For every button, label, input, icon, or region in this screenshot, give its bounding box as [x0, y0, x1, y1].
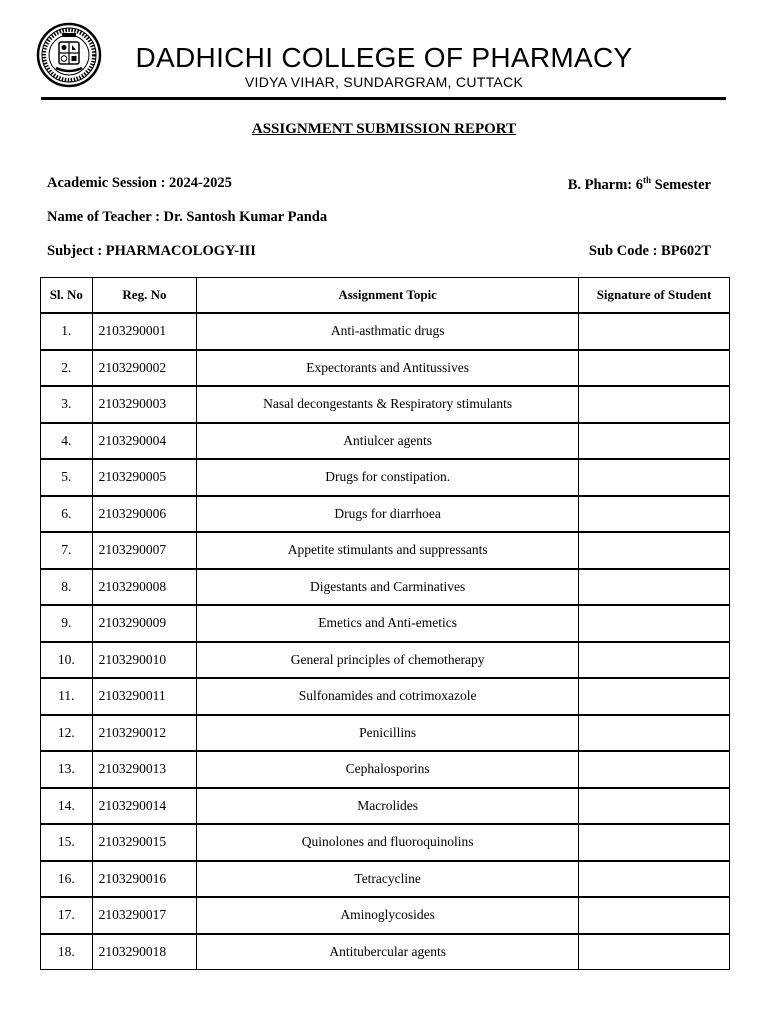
topic-cell: Emetics and Anti-emetics	[197, 605, 579, 642]
signature-cell[interactable]	[579, 861, 730, 898]
college-seal-logo	[36, 22, 102, 88]
signature-cell[interactable]	[579, 313, 730, 350]
header-assignment-topic: Assignment Topic	[197, 278, 579, 314]
sl-no-cell: 10.	[41, 642, 93, 679]
table-row	[41, 605, 730, 642]
sl-no-cell: 6.	[41, 496, 93, 533]
reg-no-cell: 2103290003	[92, 386, 197, 423]
reg-no-cell: 2103290016	[92, 861, 197, 898]
reg-no-cell: 2103290006	[92, 496, 197, 533]
signature-cell[interactable]	[579, 934, 730, 970]
topic-cell: Drugs for constipation.	[197, 459, 579, 496]
sl-no-cell: 14.	[41, 788, 93, 825]
table-row	[41, 751, 730, 788]
academic-session: Academic Session : 2024-2025	[47, 175, 232, 191]
reg-no-cell: 2103290013	[92, 751, 197, 788]
subject-code: Sub Code : BP602T	[588, 243, 711, 259]
signature-cell[interactable]	[579, 532, 730, 569]
table-row	[41, 459, 730, 496]
semester-prefix: B. Pharm: 6	[567, 176, 643, 193]
sl-no-cell: 4.	[41, 423, 93, 460]
topic-cell: Digestants and Carminatives	[197, 569, 579, 606]
signature-cell[interactable]	[579, 642, 730, 679]
table-row	[41, 715, 730, 752]
topic-cell: Tetracycline	[197, 861, 579, 898]
report-title	[0, 121, 768, 138]
reg-no-cell: 2103290011	[92, 678, 197, 715]
signature-cell[interactable]	[579, 459, 730, 496]
semester-suffix: Semester	[651, 176, 711, 193]
reg-no-cell: 2103290004	[92, 423, 197, 460]
sl-no-cell: 2.	[41, 350, 93, 387]
sl-no-cell: 16.	[41, 861, 93, 898]
sl-no-cell: 8.	[41, 569, 93, 606]
reg-no-cell: 2103290012	[92, 715, 197, 752]
reg-no-cell: 2103290001	[92, 313, 197, 350]
teacher-name: Name of Teacher : Dr. Santosh Kumar Panda	[47, 209, 328, 225]
sl-no-cell: 3.	[41, 386, 93, 423]
table-row	[41, 569, 730, 606]
table-body	[41, 313, 730, 970]
topic-cell: Quinolones and fluoroquinolins	[197, 824, 579, 861]
reg-no-cell: 2103290014	[92, 788, 197, 825]
topic-cell: Sulfonamides and cotrimoxazole	[197, 678, 579, 715]
signature-cell[interactable]	[579, 350, 730, 387]
reg-no-cell: 2103290018	[92, 934, 197, 970]
table-row	[41, 861, 730, 898]
header-reg-no: Reg. No	[92, 278, 197, 314]
sl-no-cell: 11.	[41, 678, 93, 715]
signature-cell[interactable]	[579, 897, 730, 934]
signature-cell[interactable]	[579, 788, 730, 825]
header-signature: Signature of Student	[579, 278, 730, 314]
table-row	[41, 642, 730, 679]
signature-cell[interactable]	[579, 678, 730, 715]
semester-info	[568, 175, 711, 194]
reg-no-cell: 2103290010	[92, 642, 197, 679]
college-name: DADHICHI COLLEGE OF PHARMACY	[135, 42, 633, 73]
signature-cell[interactable]	[579, 824, 730, 861]
header-sl-no: Sl. No	[41, 278, 93, 314]
table-header-row	[41, 278, 730, 314]
table-row	[41, 423, 730, 460]
signature-cell[interactable]	[579, 605, 730, 642]
table-row	[41, 788, 730, 825]
reg-no-cell: 2103290005	[92, 459, 197, 496]
topic-cell: Antiulcer agents	[197, 423, 579, 460]
reg-no-cell: 2103290009	[92, 605, 197, 642]
table-row	[41, 824, 730, 861]
topic-cell: Aminoglycosides	[197, 897, 579, 934]
sl-no-cell: 18.	[41, 934, 93, 970]
sl-no-cell: 15.	[41, 824, 93, 861]
signature-cell[interactable]	[579, 496, 730, 533]
reg-no-cell: 2103290008	[92, 569, 197, 606]
reg-no-cell: 2103290002	[92, 350, 197, 387]
table-row	[41, 897, 730, 934]
sl-no-cell: 7.	[41, 532, 93, 569]
topic-cell: Nasal decongestants & Respiratory stimulants	[197, 386, 579, 423]
college-address: VIDYA VIHAR, SUNDARGRAM, CUTTACK	[244, 74, 524, 90]
subject-name: Subject : PHARMACOLOGY-III	[47, 243, 256, 259]
topic-cell: Antitubercular agents	[197, 934, 579, 970]
table-row	[41, 532, 730, 569]
header-divider	[41, 97, 726, 100]
reg-no-cell: 2103290007	[92, 532, 197, 569]
table-row	[41, 386, 730, 423]
sl-no-cell: 17.	[41, 897, 93, 934]
signature-cell[interactable]	[579, 751, 730, 788]
signature-cell[interactable]	[579, 569, 730, 606]
table-row	[41, 934, 730, 970]
signature-cell[interactable]	[579, 386, 730, 423]
topic-cell: Expectorants and Antitussives	[197, 350, 579, 387]
sl-no-cell: 5.	[41, 459, 93, 496]
reg-no-cell: 2103290017	[92, 897, 197, 934]
signature-cell[interactable]	[579, 715, 730, 752]
assignment-table	[40, 277, 730, 970]
topic-cell: Macrolides	[197, 788, 579, 825]
topic-cell: Cephalosporins	[197, 751, 579, 788]
reg-no-cell: 2103290015	[92, 824, 197, 861]
sl-no-cell: 9.	[41, 605, 93, 642]
table-row	[41, 496, 730, 533]
table-row	[41, 313, 730, 350]
signature-cell[interactable]	[579, 423, 730, 460]
topic-cell: Appetite stimulants and suppressants	[197, 532, 579, 569]
topic-cell: Drugs for diarrhoea	[197, 496, 579, 533]
topic-cell: Penicillins	[197, 715, 579, 752]
sl-no-cell: 1.	[41, 313, 93, 350]
sl-no-cell: 12.	[41, 715, 93, 752]
semester-sup: th	[643, 175, 652, 185]
table-row	[41, 678, 730, 715]
table-row	[41, 350, 730, 387]
sl-no-cell: 13.	[41, 751, 93, 788]
topic-cell: Anti-asthmatic drugs	[197, 313, 579, 350]
topic-cell: General principles of chemotherapy	[197, 642, 579, 679]
report-title-text: ASSIGNMENT SUBMISSION REPORT	[251, 121, 517, 137]
